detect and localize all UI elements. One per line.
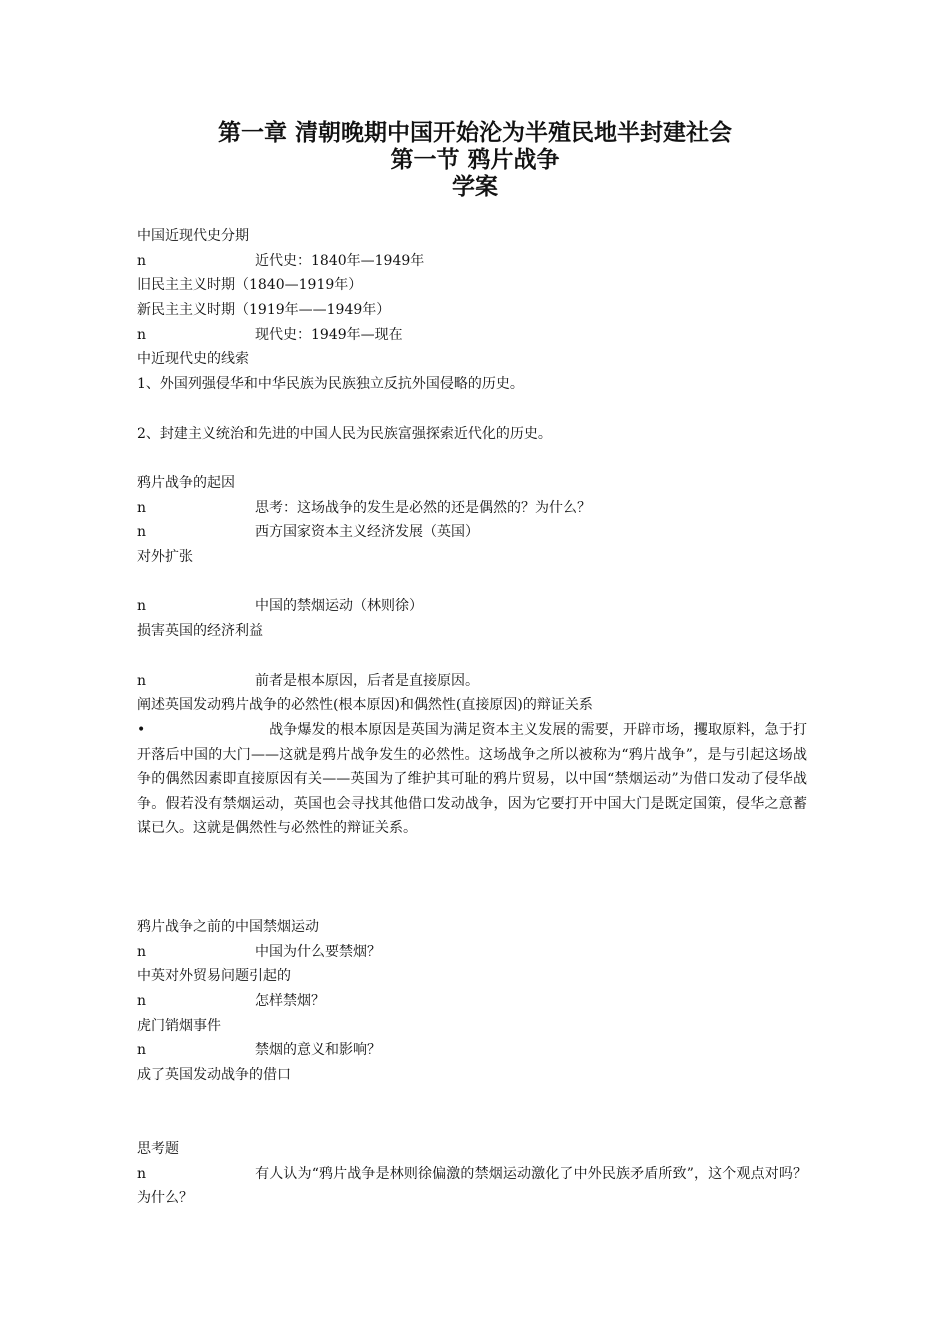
paragraph — [137, 718, 807, 841]
section-heading-causes: 鸦片战争的起因 — [137, 474, 235, 491]
text-line: 阐述英国发动鸦片战争的必然性(根本原因)和偶然性(直接原因)的辩证关系 — [137, 697, 593, 714]
text-line: 中英对外贸易问题引起的 — [137, 968, 291, 985]
bullet-marker: n — [137, 1042, 147, 1059]
list-item-text: 有人认为“鸦片战争是林则徐偏激的禁烟运动激化了中外民族矛盾所致”，这个观点对吗？为什么？ — [137, 1165, 807, 1207]
bullet-marker: n — [137, 252, 147, 269]
text-line: 成了英国发动战争的借口 — [137, 1067, 291, 1084]
document-title — [0, 120, 950, 201]
list-item — [137, 594, 807, 619]
paragraph-text: 战争爆发的根本原因是英国为满足资本主义发展的需要，开辟市场，攫取原料，急于打开落后中国的大门——这就是鸦片战争发生的必然性。这场战争之所以被称为“鸦片战争”，是与引起这场战争的偶然因素即直接原因有关——英国为了维护其可耻的鸦片贸易，以中国“禁烟运动”为借口发动了侵华战争。假若没有禁烟运动，英国也会寻找其他借口发动战争，因为它要打开中国大门是既定国策，侵华之意蓄谋已久。这就是偶然性与必然性的辩证关系。 — [137, 721, 807, 837]
spacer — [137, 570, 807, 595]
bullet-marker: n — [137, 326, 147, 343]
list-item-text: 中国的禁烟运动（林则徐） — [255, 598, 423, 615]
bullet-marker: • — [137, 721, 146, 738]
list-item-text: 中国为什么要禁烟？ — [255, 943, 381, 960]
bullet-marker: n — [137, 524, 147, 541]
list-item — [137, 323, 807, 348]
text-line: 旧民主主义时期（1840—1919年） — [137, 277, 363, 294]
list-item — [137, 989, 807, 1014]
spacer — [137, 446, 807, 471]
text-line: 损害英国的经济利益 — [137, 623, 263, 640]
chapter-title: 第一章 清朝晚期中国开始沦为半殖民地半封建社会 — [217, 120, 732, 146]
spacer — [137, 866, 807, 891]
section-heading-opium-ban: 鸦片战争之前的中国禁烟运动 — [137, 918, 319, 935]
spacer — [137, 644, 807, 669]
spacer — [137, 397, 807, 422]
text-line: 新民主主义时期（1919年——1949年） — [137, 302, 391, 319]
document-body — [137, 224, 807, 1211]
list-item — [137, 249, 807, 274]
text-line: 2、封建主义统治和先进的中国人民为民族富强探索近代化的历史。 — [137, 425, 552, 442]
list-item-text: 禁烟的意义和影响？ — [255, 1042, 381, 1059]
list-item — [137, 1038, 807, 1063]
section-heading-questions: 思考题 — [137, 1141, 179, 1158]
section-title: 第一节 鸦片战争 — [390, 147, 560, 173]
list-item — [137, 520, 807, 545]
text-line: 对外扩张 — [137, 549, 193, 566]
bullet-marker: n — [137, 598, 147, 615]
list-item-text: 思考：这场战争的发生是必然的还是偶然的？为什么？ — [255, 499, 591, 516]
list-item-text: 近代史：1840年—1949年 — [255, 252, 425, 269]
bullet-marker: n — [137, 672, 147, 689]
text-line: 1、外国列强侵华和中华民族为民族独立反抗外国侵略的历史。 — [137, 376, 524, 393]
list-item-text: 怎样禁烟？ — [255, 993, 325, 1010]
list-item — [137, 496, 807, 521]
spacer — [137, 841, 807, 866]
section-heading-periodization: 中国近现代史分期 — [137, 228, 249, 244]
list-item-text: 前者是根本原因，后者是直接原因。 — [255, 672, 479, 689]
section-heading-clues: 中近现代史的线索 — [137, 351, 249, 368]
list-item-text: 西方国家资本主义经济发展（英国） — [255, 524, 479, 541]
bullet-marker: n — [137, 993, 147, 1010]
list-item — [137, 669, 807, 694]
bullet-marker: n — [137, 499, 147, 516]
spacer — [137, 890, 807, 915]
list-item — [137, 940, 807, 965]
list-item-text: 现代史：1949年—现在 — [255, 326, 403, 343]
spacer — [137, 1088, 807, 1113]
list-item — [137, 1162, 807, 1211]
bullet-marker: n — [137, 943, 147, 960]
bullet-marker: n — [137, 1165, 147, 1182]
spacer — [137, 1113, 807, 1138]
doc-type-title: 学案 — [452, 174, 498, 200]
text-line: 虎门销烟事件 — [137, 1017, 221, 1034]
